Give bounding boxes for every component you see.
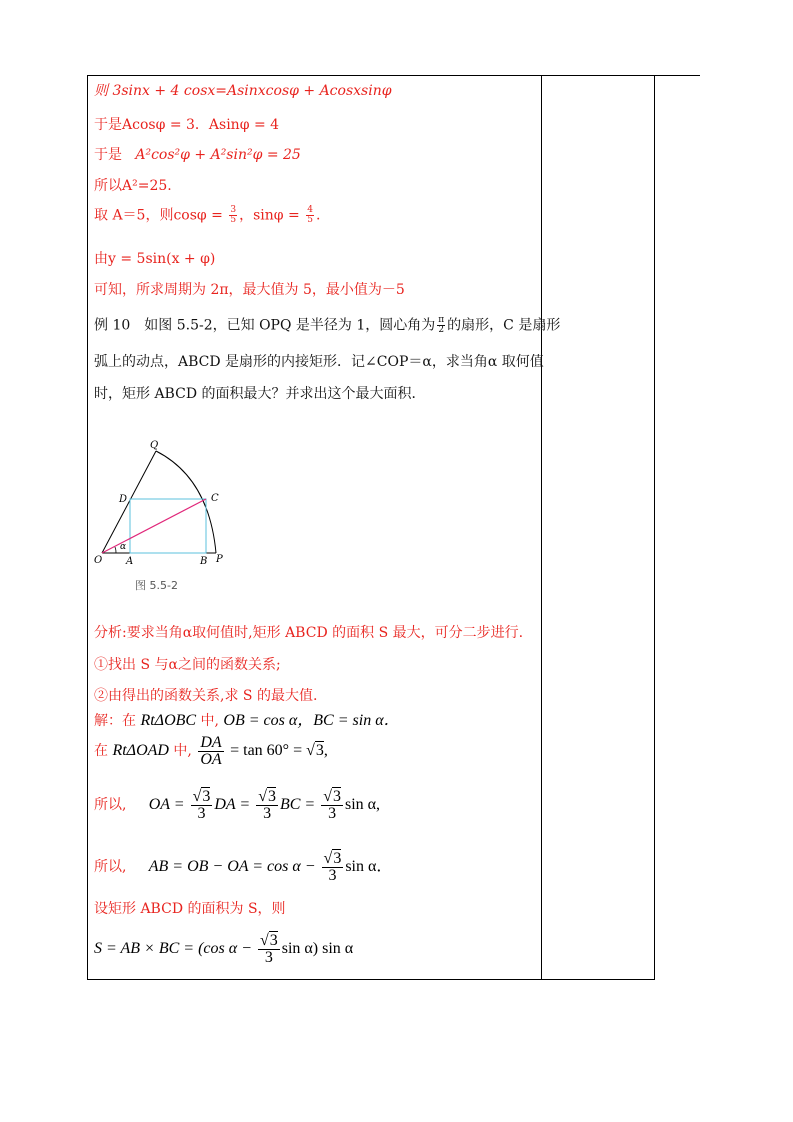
radius-oq <box>102 451 156 553</box>
solution-line-2: 在 RtΔOAD 中, $\frac{DA}{OA}$ = tan 60° = √3, <box>94 733 328 768</box>
example-line-1: 例 10 如图 5.5-2，已知 OPQ 是半径为 1，圆心角为 $\frac{\pi}{2}$ 的扇形，C 是扇形 <box>94 315 561 335</box>
arc-pq <box>156 451 216 553</box>
angle-arc <box>115 547 116 553</box>
diagonal-oc <box>102 499 206 553</box>
label-alpha: α <box>120 542 127 552</box>
header-rule <box>655 75 700 76</box>
label-a: A <box>126 556 134 567</box>
solution-line-4: 所以, AB = OB − OA = cos α − $\frac{√3}{3}$ sin α． <box>94 849 393 884</box>
column-divider <box>541 75 542 980</box>
sector-figure <box>94 433 234 593</box>
label-o: O <box>94 555 103 566</box>
line-6: 由y = 5sin(x + φ) <box>94 251 216 267</box>
label-c: C <box>211 493 219 504</box>
example-line-3: 时，矩形 ABCD 的面积最大？并求出这个最大面积． <box>94 386 426 402</box>
line-4: 所以A²=25. <box>94 178 172 194</box>
analysis-line-3: ②由得出的函数关系,求 S 的最大值. <box>94 688 318 704</box>
label-d: D <box>119 494 128 505</box>
line-7: 可知，所求周期为 2π，最大值为 5，最小值为－5 <box>94 282 405 298</box>
label-p: P <box>216 554 223 565</box>
solution-line-5: 设矩形 ABCD 的面积为 S，则 <box>94 901 286 917</box>
figure-caption: 图 5.5-2 <box>135 579 178 592</box>
line-3: 于是 A²cos²φ + A²sin²φ = 25 <box>94 147 301 163</box>
rectangle-abcd <box>130 499 206 553</box>
analysis-line-1: 分析:要求当角α取何值时,矩形 ABCD 的面积 S 最大，可分二步进行. <box>94 625 524 641</box>
solution-line-3: 所以, OA = $\frac{√3}{3}$ DA = $\frac{√3}{3}$ BC = $\frac{√3}{3}$ sin α, <box>94 787 381 822</box>
label-q: Q <box>150 440 159 451</box>
example-line-2: 弧上的动点，ABCD 是扇形的内接矩形．记∠COP＝α，求当角α 取何值 <box>94 354 544 370</box>
analysis-line-2: ①找出 S 与α之间的函数关系; <box>94 657 281 673</box>
solution-line-6: S = AB × BC = (cos α − $\frac{√3}{3}$ sin α) sin α <box>94 931 354 966</box>
line-2: 于是Acosφ = 3．Asinφ = 4 <box>94 117 280 133</box>
solution-line-1: 解：在 RtΔOBC 中, OB = cos α，BC = sin α． <box>94 712 400 729</box>
line-5: 取 A＝5，则cosφ = $\frac{3}{5}$ ，sinφ = $\frac{4}{5}$ . <box>94 205 321 225</box>
label-b: B <box>200 556 208 567</box>
line-1: 则 3sinx + 4 cosx=Asinxcosφ + Acosxsinφ <box>94 83 392 99</box>
